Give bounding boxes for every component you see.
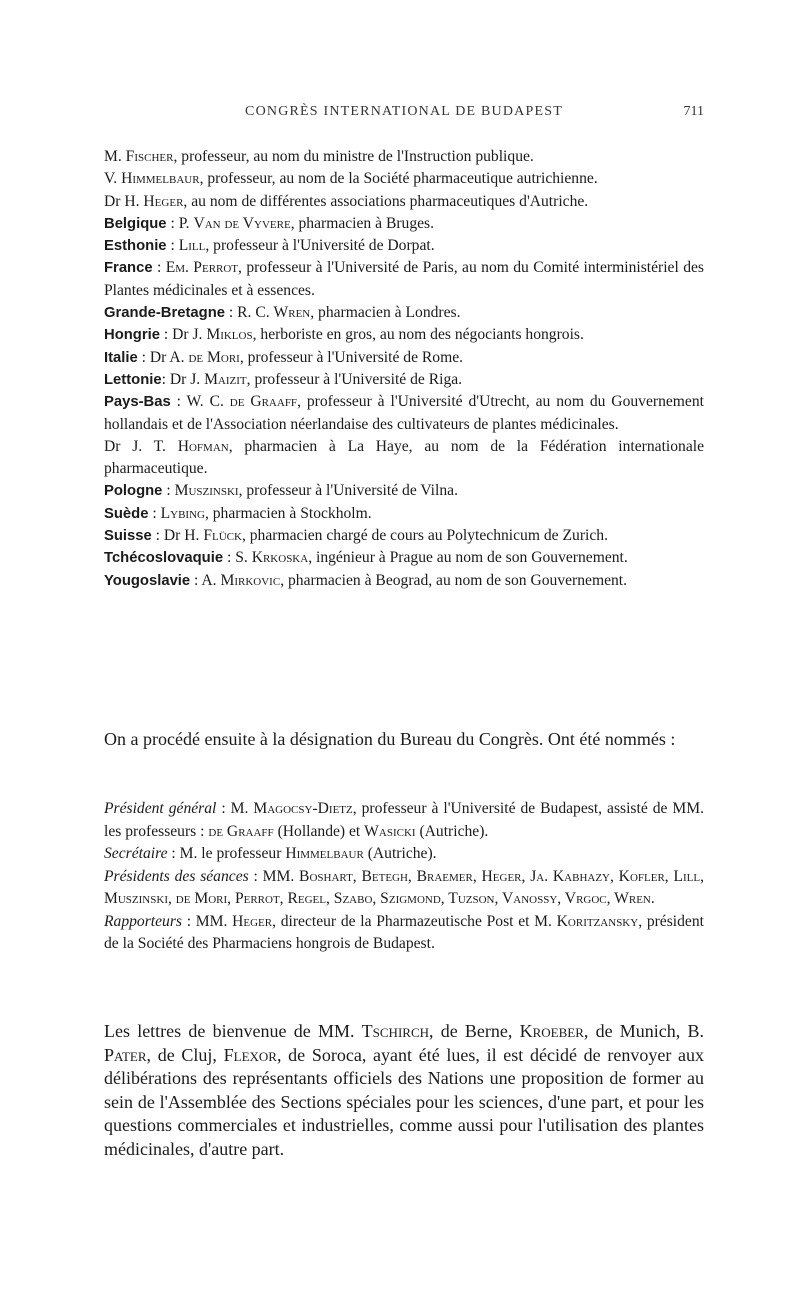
country-label: Pologne xyxy=(104,483,163,500)
text-fragment: : M. xyxy=(216,800,254,817)
text-fragment: : W. C. xyxy=(170,393,230,411)
country-label: Yougoslavie xyxy=(104,572,191,589)
delegate-entry xyxy=(104,391,704,436)
person-name: Miklos xyxy=(206,326,253,344)
text-fragment: , président de la Société des Pharmaciens hongrois de Budapest. xyxy=(104,912,704,952)
text-fragment: : MM. xyxy=(248,867,300,885)
text-fragment: , pharmacien à Stockholm. xyxy=(204,504,372,522)
person-name: Himmelbaur xyxy=(285,845,364,862)
person-name: Hofman xyxy=(177,437,229,455)
text-fragment: , professeur à l'Université de Riga. xyxy=(246,370,463,388)
bureau-rapporteurs xyxy=(104,911,704,956)
text-fragment: , professeur à l'Université de Paris, au nom du Comité interministériel des Plantes médicinales et à essences. xyxy=(104,259,704,299)
text-fragment: Dr J. T. xyxy=(104,437,178,455)
text-fragment: , professeur à l'Université de Rome. xyxy=(239,348,464,366)
text-fragment: , pharmacien chargé de cours au Polytechnicum de Zurich. xyxy=(241,527,608,545)
text-fragment: , de Cluj, xyxy=(146,1044,224,1065)
text-fragment: : xyxy=(148,504,161,522)
delegate-list xyxy=(104,146,704,592)
text-fragment: : M. le professeur xyxy=(167,845,286,862)
delegate-entry xyxy=(104,503,704,525)
text-fragment: , professeur, au nom de la Société pharmaceutique autrichienne. xyxy=(199,170,598,188)
role-label: Secrétaire xyxy=(104,845,168,862)
delegate-entry xyxy=(104,480,704,502)
person-name: Mirkovic xyxy=(220,571,281,589)
person-name: Wasicki xyxy=(364,822,416,840)
bureau-president xyxy=(104,798,704,843)
letters-paragraph xyxy=(104,1020,704,1161)
text-fragment: , de Munich, B. xyxy=(583,1021,704,1041)
person-name: Lybing xyxy=(160,504,205,522)
delegate-entry xyxy=(104,168,704,190)
country-label: Pays-Bas xyxy=(104,394,171,411)
text-fragment: : xyxy=(162,482,175,500)
country-label: Lettonie xyxy=(104,371,162,388)
text-fragment: , pharmacien à Londres. xyxy=(310,304,461,322)
delegate-entry xyxy=(104,302,704,324)
role-label: Présidents des séances xyxy=(104,867,249,885)
text-fragment: : xyxy=(166,237,179,255)
delegate-entry xyxy=(104,146,704,168)
text-fragment: , herboriste en gros, au nom des négociants hongrois. xyxy=(252,326,584,344)
text-fragment: , pharmacien à La Haye, au nom de la Fédération internationale pharmaceutique. xyxy=(104,437,705,478)
person-name: Em. Perrot xyxy=(165,259,239,277)
bureau-session-presidents xyxy=(104,866,704,911)
delegate-entry xyxy=(104,213,704,235)
text-fragment: , de Berne, xyxy=(429,1021,520,1041)
text-fragment: : P. xyxy=(166,214,194,232)
role-label: Rapporteurs xyxy=(104,912,182,930)
delegate-entry xyxy=(104,525,704,547)
delegate-entry xyxy=(104,235,704,257)
country-label: Suède xyxy=(104,505,149,522)
delegate-entry xyxy=(104,347,704,369)
text-fragment: : R. C. xyxy=(225,304,274,322)
delegate-entry xyxy=(104,191,704,213)
text-fragment: , directeur de la Pharmazeutische Post et M. xyxy=(272,912,557,930)
text-fragment: : Dr H. xyxy=(151,527,204,545)
person-name: Heger xyxy=(143,192,184,210)
delegate-entry xyxy=(104,369,704,391)
country-label: Hongrie xyxy=(104,327,160,344)
delegate-entry xyxy=(104,570,704,592)
text-fragment: V. xyxy=(104,170,122,188)
person-name: Muszinski xyxy=(174,482,239,500)
country-label: Grande-Bretagne xyxy=(104,305,225,322)
running-title: CONGRÈS INTERNATIONAL DE BUDAPEST xyxy=(245,104,563,119)
text-fragment: , pharmacien à Bruges. xyxy=(290,214,435,232)
text-fragment: Dr H. xyxy=(104,192,144,210)
bureau-secretary xyxy=(104,843,704,866)
text-fragment: : xyxy=(152,259,166,277)
person-name: Tschirch xyxy=(361,1021,429,1041)
person-names: Boshart, Betegh, Braemer, Heger, Ja. Kabhazy, Kofler, Lill, Muszinski, de Mori, Perrot, Regel, Szabo, Szigmond, Tuzson, Vanossy, Vrgoc, Wren. xyxy=(104,867,704,907)
text-fragment: , professeur à l'Université d'Utrecht, au nom du Gouvernement hollandais et de l'Association néerlandaise des cultivateurs de plantes médicinales. xyxy=(104,393,704,433)
person-name: Heger xyxy=(232,912,273,930)
text-fragment: M. xyxy=(104,148,126,165)
country-label: France xyxy=(104,260,153,277)
delegate-entry xyxy=(104,436,704,481)
person-name: Wren xyxy=(273,304,311,322)
person-name: Fischer xyxy=(125,148,174,165)
text-fragment: (Autriche). xyxy=(363,845,437,862)
country-label: Esthonie xyxy=(104,238,167,255)
person-name: Magocsy-Dietz xyxy=(253,800,353,817)
role-label: Président général xyxy=(104,800,217,817)
person-name: Himmelbaur xyxy=(121,170,200,188)
text-fragment: , au nom de différentes associations pharmaceutiques d'Autriche. xyxy=(183,192,589,210)
text-fragment: : Dr J. xyxy=(161,370,205,388)
person-name: de Mori xyxy=(188,348,240,366)
text-fragment: , professeur à l'Université de Vilna. xyxy=(238,482,458,500)
person-name: Lill xyxy=(178,237,206,255)
person-name: Maizit xyxy=(204,370,247,388)
text-fragment: : A. xyxy=(190,571,221,589)
text-fragment: , pharmacien à Beograd, au nom de son Gouvernement. xyxy=(280,571,628,589)
bureau-intro-text: On a procédé ensuite à la désignation du Bureau du Congrès. Ont été nommés : xyxy=(104,729,676,749)
letters-text xyxy=(104,1020,704,1161)
text-fragment: : S. xyxy=(223,549,252,567)
text-fragment: (Hollande) et xyxy=(273,822,365,840)
person-name: Flück xyxy=(203,527,242,545)
country-label: Italie xyxy=(104,349,138,366)
bureau-list xyxy=(104,798,704,956)
text-fragment: , professeur à l'Université de Budapest, assisté de MM. les professeurs : xyxy=(104,800,705,840)
country-label: Tchécoslovaquie xyxy=(104,550,224,567)
person-name: Koritzansky xyxy=(556,912,639,930)
text-fragment: (Autriche). xyxy=(415,822,489,840)
person-name: de Graaff xyxy=(229,393,298,411)
delegate-entry xyxy=(104,257,704,302)
text-fragment: , ingénieur à Prague au nom de son Gouvernement. xyxy=(308,549,628,567)
person-name: Flexor xyxy=(223,1044,277,1065)
text-fragment: : Dr A. xyxy=(137,348,189,366)
page-header xyxy=(104,104,704,126)
text-fragment: , de Soroca, ayant été lues, il est décidé de renvoyer aux délibérations des représentants officiels des Nations une proposition de former au sein de l'Assemblée des Sections spéciales pour les sciences, d'une part, et pour les questions commerciales et industrielles, comme aussi pour l'utilisation des plantes médicinales, d'autre part. xyxy=(104,1044,705,1159)
person-name: Pater xyxy=(104,1044,147,1065)
delegate-entry xyxy=(104,547,704,569)
country-label: Belgique xyxy=(104,215,167,232)
text-fragment: : Dr J. xyxy=(159,326,207,344)
text-fragment: , professeur à l'Université de Dorpat. xyxy=(205,237,435,255)
person-name: de Graaff xyxy=(208,822,274,840)
page-number: 711 xyxy=(683,104,704,119)
country-label: Suisse xyxy=(104,528,152,545)
person-name: Krkoska xyxy=(251,549,309,567)
person-name: Van de Vyvere xyxy=(193,214,291,232)
text-fragment: : MM. xyxy=(181,912,233,930)
bureau-intro xyxy=(104,728,704,752)
delegate-entry xyxy=(104,324,704,346)
text-fragment: , professeur, au nom du ministre de l'Instruction publique. xyxy=(173,148,534,165)
person-name: Kroeber xyxy=(519,1021,584,1041)
text-fragment: Les lettres de bienvenue de MM. xyxy=(104,1021,362,1041)
